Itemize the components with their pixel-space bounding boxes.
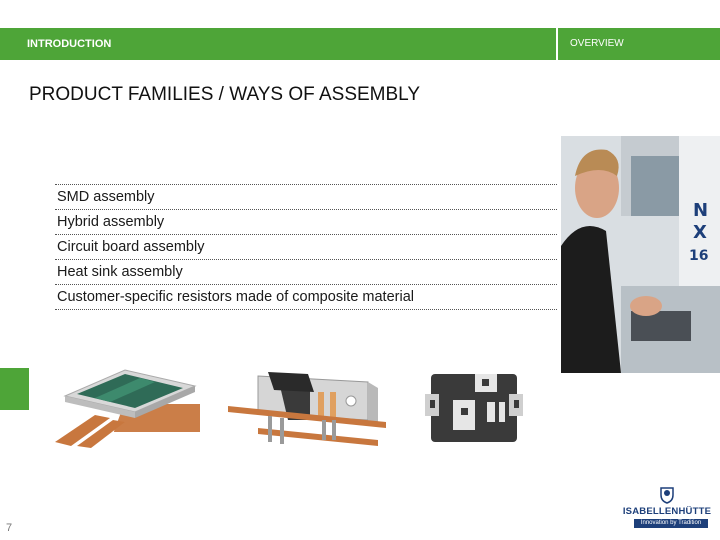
logo-tagline: Innovation by Tradition bbox=[634, 519, 708, 528]
heat-sink-module-image bbox=[425, 368, 525, 448]
smd-resistor-image bbox=[55, 360, 200, 450]
list-item: Customer-specific resistors made of composite material bbox=[55, 284, 557, 310]
header-section-bar bbox=[0, 28, 556, 60]
assembly-list bbox=[55, 184, 557, 309]
worker-photo bbox=[561, 136, 720, 373]
page-number: 7 bbox=[6, 522, 13, 534]
section-label: INTRODUCTION bbox=[27, 38, 112, 50]
header-overview-bar bbox=[558, 28, 720, 60]
hybrid-module-image bbox=[228, 362, 388, 452]
machine-letter-n: N bbox=[693, 200, 709, 221]
company-logo bbox=[622, 484, 712, 530]
list-item: Hybrid assembly bbox=[55, 209, 557, 235]
list-item: SMD assembly bbox=[55, 184, 557, 210]
list-item: Circuit board assembly bbox=[55, 234, 557, 260]
crest-icon bbox=[657, 484, 677, 504]
side-accent-block bbox=[0, 368, 29, 410]
machine-number: 16 bbox=[689, 248, 709, 264]
page-title: PRODUCT FAMILIES / WAYS OF ASSEMBLY bbox=[29, 84, 420, 105]
overview-label: OVERVIEW bbox=[570, 38, 624, 49]
machine-letter-x: X bbox=[693, 222, 707, 243]
list-item: Heat sink assembly bbox=[55, 259, 557, 285]
logo-name: ISABELLENHÜTTE bbox=[622, 506, 712, 517]
